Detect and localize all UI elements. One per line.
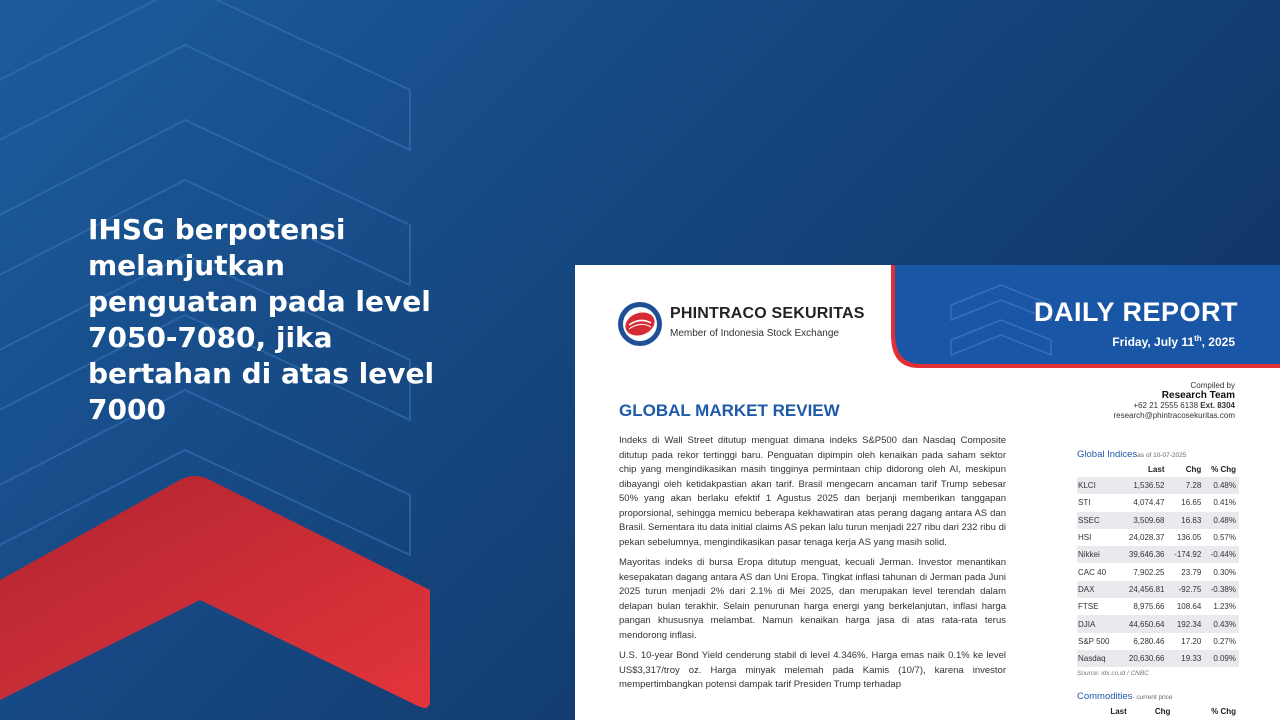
index-value: 19.33 [1167,650,1204,667]
index-value: -174.92 [1167,546,1204,563]
table-row [1077,581,1239,598]
index-value: 7,902.25 [1133,567,1165,577]
column-header [1077,460,1120,477]
index-value: 24,028.37 [1128,533,1165,543]
index-value: 4,074.47 [1133,498,1165,508]
index-value: 39,646.36 [1120,546,1167,563]
review-body [619,434,1006,699]
table-row [1077,598,1239,615]
phintraco-logo-icon [617,301,663,347]
index-value: 0.48% [1204,477,1239,494]
index-value: 1.23% [1213,602,1236,612]
table-row [1077,546,1239,563]
table-row [1077,494,1239,511]
index-name: CAC 40 [1078,567,1107,577]
index-value: 0.09% [1204,650,1239,667]
index-value: 16.63 [1167,512,1204,529]
column-header: % Chg [1211,465,1236,474]
index-value: -92.75 [1167,581,1204,598]
index-value: 108.64 [1176,602,1202,612]
table-row [1077,512,1239,529]
daily-report-preview [575,265,1280,720]
index-name: DJIA [1077,615,1120,632]
column-header: % Chg [1211,707,1236,716]
brand-name: PHINTRACO SEKURITAS [670,305,865,322]
index-value: -0.38% [1204,581,1239,598]
index-value: 8,975.66 [1133,602,1165,612]
table-row [1077,529,1239,546]
index-value: 6,280.46 [1133,636,1165,646]
commodities-title: Commodities- current price [1077,691,1173,702]
global-indices-table [1077,460,1239,667]
table-row [1077,563,1239,580]
commodities-panel [1077,691,1239,719]
index-value: 0.41% [1213,498,1236,508]
headline [88,212,468,428]
headline-line: IHSG berpotensi [88,213,346,246]
index-value: 44,650.64 [1120,615,1167,632]
contact-phone: +62 21 2555 6138 Ext. 8304 [1133,401,1235,410]
compiled-by-label: Compiled by [1190,381,1235,390]
column-header: Chg [1154,707,1171,716]
table-row [1077,615,1239,632]
index-name: KLCI [1077,477,1120,494]
brand-subtitle: Member of Indonesia Stock Exchange [670,328,839,339]
table-row [1077,650,1239,667]
index-value: 16.65 [1181,498,1202,508]
headline-line: penguatan pada level [88,285,431,318]
index-value: 0.43% [1204,615,1239,632]
paragraph: U.S. 10-year Bond Yield cenderung stabil di level 4.346%. Harga emas naik 0.1% ke level US$3,317/troy oz. Harga minyak melemah pada Kamis (10/7), karena investor mempertimbangkan potensi dampak tarif Presiden Trump terhadap [619,650,1006,690]
index-value: 0.27% [1213,636,1236,646]
table-source: Source: idx.co.id / CNBC [1077,670,1149,678]
column-header: Last [1110,707,1127,716]
index-name: DAX [1077,581,1120,598]
global-indices-title: Global Indicesas of 10-07-2025 [1077,449,1187,460]
index-name: HSI [1078,533,1092,543]
commodities-table [1077,702,1239,719]
index-name: Nikkei [1077,546,1120,563]
index-value: 24,456.81 [1120,581,1167,598]
index-name: FTSE [1078,602,1099,612]
index-value: 0.48% [1204,512,1239,529]
column-header: Last [1148,465,1165,474]
headline-line: bertahan di atas level [88,357,435,390]
index-value: 192.34 [1167,615,1204,632]
index-value: 136.05 [1176,533,1202,543]
index-value: 0.57% [1213,533,1236,543]
column-header [1077,702,1084,719]
index-value: 0.30% [1213,567,1236,577]
index-value: 20,630.66 [1120,650,1167,667]
index-name: S&P 500 [1078,636,1110,646]
index-value: -0.44% [1204,546,1239,563]
table-row [1077,477,1239,494]
index-value: 17.20 [1181,636,1202,646]
report-date: Friday, July 11th, 2025 [1112,334,1235,349]
column-header: Chg [1185,465,1202,474]
index-value: 7.28 [1167,477,1204,494]
compiled-by-block [1113,381,1235,421]
section-title: GLOBAL MARKET REVIEW [619,401,840,420]
research-team: Research Team [1161,390,1235,401]
index-value: 3,509.68 [1120,512,1167,529]
table-row [1077,633,1239,650]
index-value: 1,536.52 [1120,477,1167,494]
report-title: DAILY REPORT [1033,297,1238,327]
index-value: 23.79 [1181,567,1202,577]
index-name: STI [1078,498,1091,508]
headline-line: 7050-7080, jika [88,321,333,354]
global-indices-panel [1077,449,1239,677]
headline-line: 7000 [88,393,166,426]
index-name: SSEC [1077,512,1120,529]
headline-line: melanjutkan [88,249,285,282]
paragraph: Mayoritas indeks di bursa Eropa ditutup menguat, kecuali Jerman. Investor menantikan kesepakatan dagang antara AS dan Uni Eropa. Tingkat inflasi tahunan di Jerman pada Juni 2025 turun menjadi 2% dari 2.1% di Mei 2025, dan merupakan level terendah dalam delapan bulan terakhir. Selain penurunan harga energi yang berkelanjutan, inflasi harga pangan khususnya melambat. Namun kenaikan harga jasa di atas rata-rata terus mendorong inflasi. [619,557,1006,641]
index-name: Nasdaq [1077,650,1120,667]
contact-email: research@phintracosekuritas.com [1113,411,1235,420]
paragraph: Indeks di Wall Street ditutup menguat dimana indeks S&P500 dan Nasdaq Composite ditutup pada rekor tertinggi baru. Penguatan dipimpin oleh kenaikan pada saham sektor chip yang mengindikasikan masih tingginya permintaan chip didorong oleh AI, meskipun dibayangi oleh ketidakpastian akan tarif. Brasil mengecam ancaman tarif Trump sebesar 50% yang akan berlaku efektif 1 Agustus 2025 dan berjanji memberikan tanggapan proporsional, sehingga memicu beberapa kekhawatiran atas perang dagang antara AS dan Brasil. Sementara itu data initial claims AS pekan lalu turun menjadi 227 ribu dari 232 ribu di pekan sebelumnya, mengindikasikan pasar tenaga kerja AS yang masih solid. [619,435,1006,548]
